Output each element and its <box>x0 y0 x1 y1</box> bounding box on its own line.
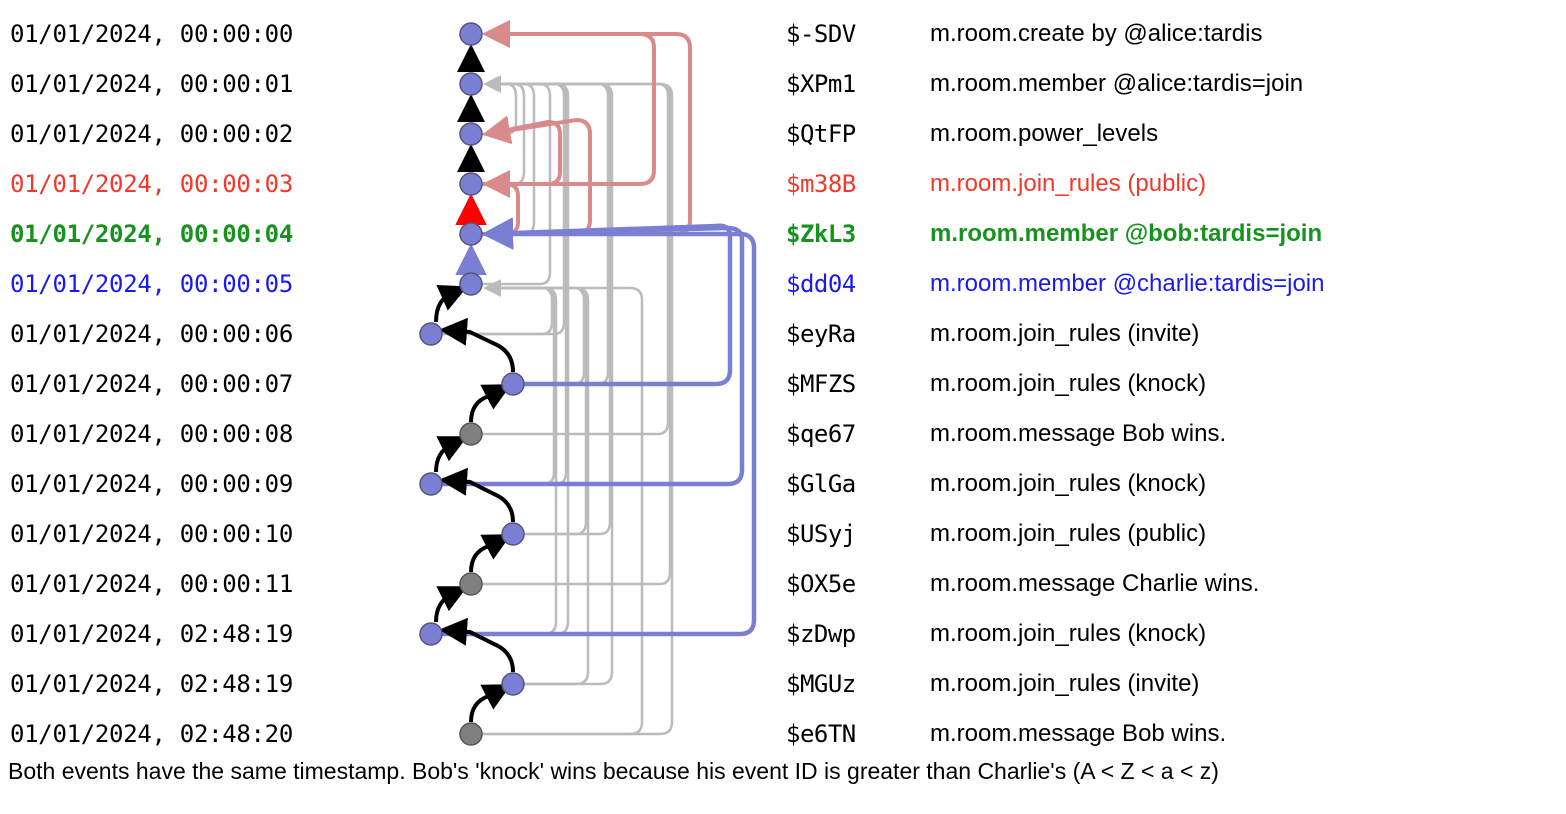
event-timestamp: 01/01/2024, 00:00:01 <box>10 70 293 98</box>
event-row[interactable] <box>0 559 1566 609</box>
event-timestamp: 01/01/2024, 00:00:09 <box>10 470 293 498</box>
event-id: $zDwp <box>786 620 856 648</box>
event-description: m.room.join_rules (public) <box>930 520 1207 547</box>
event-timestamp: 01/01/2024, 00:00:02 <box>10 120 293 148</box>
event-id: $ZkL3 <box>786 220 856 248</box>
event-row[interactable] <box>0 309 1566 359</box>
event-description: m.room.join_rules (invite) <box>930 670 1200 697</box>
event-id: $QtFP <box>786 120 856 148</box>
event-timestamp: 01/01/2024, 02:48:19 <box>10 620 293 648</box>
event-row[interactable] <box>0 459 1566 509</box>
event-row[interactable] <box>0 59 1566 109</box>
event-description: m.room.join_rules (invite) <box>930 320 1200 347</box>
diagram-caption: Both events have the same timestamp. Bob's 'knock' wins because his event ID is greater than Charlie's (A < Z < a < z) <box>8 758 1219 784</box>
event-description: m.room.message Bob wins. <box>930 720 1227 747</box>
event-row[interactable] <box>0 9 1566 59</box>
event-row[interactable] <box>0 259 1566 309</box>
event-row[interactable] <box>0 509 1566 559</box>
event-id: $XPm1 <box>786 70 856 98</box>
event-description: m.room.create by @alice:tardis <box>930 20 1263 47</box>
event-row[interactable] <box>0 609 1566 659</box>
event-row[interactable] <box>0 159 1566 209</box>
event-description: m.room.power_levels <box>930 120 1159 147</box>
event-timestamp: 01/01/2024, 02:48:19 <box>10 670 293 698</box>
event-row[interactable] <box>0 659 1566 709</box>
event-description: m.room.member @alice:tardis=join <box>930 70 1304 97</box>
event-timestamp: 01/01/2024, 00:00:11 <box>10 570 293 598</box>
event-id: $e6TN <box>786 720 856 748</box>
event-timestamp: 01/01/2024, 02:48:20 <box>10 720 293 748</box>
event-id: $GlGa <box>786 470 856 498</box>
event-id: $m38B <box>786 170 856 198</box>
event-row[interactable] <box>0 409 1566 459</box>
event-timestamp: 01/01/2024, 00:00:05 <box>10 270 293 298</box>
event-description: m.room.member @charlie:tardis=join <box>930 270 1325 297</box>
event-timestamp: 01/01/2024, 00:00:04 <box>10 220 293 248</box>
event-description: m.room.join_rules (public) <box>930 170 1207 197</box>
event-timestamp: 01/01/2024, 00:00:08 <box>10 420 293 448</box>
event-timestamp: 01/01/2024, 00:00:06 <box>10 320 293 348</box>
event-id: $USyj <box>786 520 856 548</box>
event-id: $OX5e <box>786 570 856 598</box>
event-row[interactable] <box>0 109 1566 159</box>
event-description: m.room.message Charlie wins. <box>930 570 1260 597</box>
event-description: m.room.join_rules (knock) <box>930 470 1207 497</box>
event-row[interactable] <box>0 709 1566 759</box>
event-id: $MGUz <box>786 670 856 698</box>
event-timestamp: 01/01/2024, 00:00:10 <box>10 520 293 548</box>
event-timestamp: 01/01/2024, 00:00:07 <box>10 370 293 398</box>
event-row[interactable] <box>0 359 1566 409</box>
event-id: $eyRa <box>786 320 856 348</box>
event-description: m.room.message Bob wins. <box>930 420 1227 447</box>
event-description: m.room.join_rules (knock) <box>930 370 1207 397</box>
event-id: $dd04 <box>786 270 856 298</box>
event-timestamp: 01/01/2024, 00:00:00 <box>10 20 293 48</box>
event-timestamp: 01/01/2024, 00:00:03 <box>10 170 293 198</box>
event-id: $-SDV <box>786 20 856 48</box>
event-id: $MFZS <box>786 370 856 398</box>
event-id: $qe67 <box>786 420 856 448</box>
event-row[interactable] <box>0 209 1566 259</box>
event-description: m.room.member @bob:tardis=join <box>930 220 1323 247</box>
event-description: m.room.join_rules (knock) <box>930 620 1207 647</box>
